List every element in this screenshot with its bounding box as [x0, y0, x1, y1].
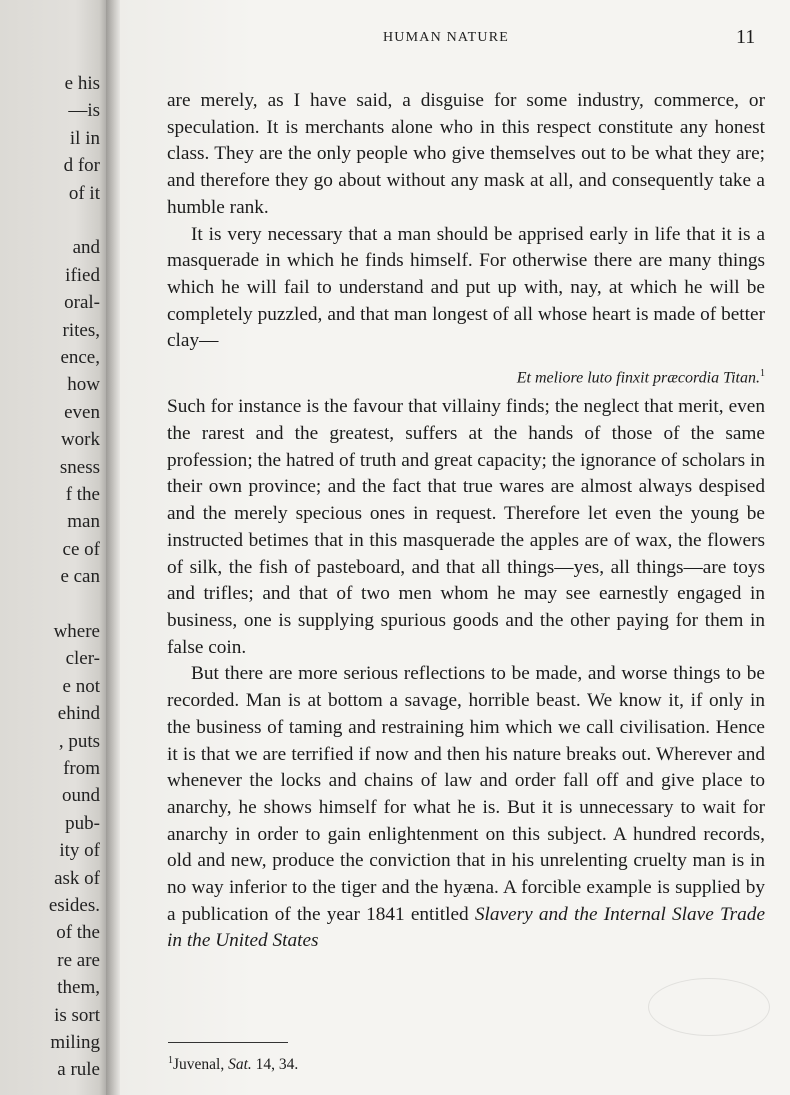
left-page-line: ence,	[60, 347, 100, 368]
left-page-line: d for	[63, 155, 100, 177]
left-page-line: them,	[57, 977, 100, 999]
paragraph-2: It is very necessary that a man should be apprised early in life that it is a masquerade in which he finds himself. For otherwise there are many things which he will fail to understand and put up with, nay, at which he will be completely puzzled, and that man longest of all whose heart is made of better clay—	[167, 223, 765, 352]
epigraph-quote	[167, 355, 765, 394]
left-page-line: rites,	[62, 319, 100, 341]
left-page-line: miling	[50, 1032, 100, 1053]
footnote	[168, 1055, 298, 1074]
paragraph-3: Such for instance is the favour that villainy finds; the neglect that merit, even the rarest and the greatest, suffers at the hands of those of the same profession; the hatred of truth and great capacity; the ignorance of scholars in their own province; and the fact that true wares are almost always despised and the merely specious ones in request. Therefore let even the young be instructed betimes that in this masquerade the apples are of wax, the flowers of silk, the fish of pasteboard, and that all things—yes, all things—are toys and trifles; and that of two men whom he may see earnestly engaged in business, one is supplying spurious goods and the other paying for them in false coin.	[167, 396, 765, 658]
footnote-rule	[168, 1042, 288, 1043]
left-page-line: how	[67, 374, 100, 396]
left-page-line: and	[72, 237, 100, 259]
left-page-line: ified	[65, 264, 100, 286]
paragraph-1: are merely, as I have said, a disguise for some industry, commerce, or speculation. It is merchants alone who in this respect constitute any honest class. They are the only people who give themselves out to be what they are; and therefore they go about without any mask at all, and consequently take a humble rank.	[167, 90, 765, 218]
left-page-line: of it	[68, 182, 100, 204]
footnote-author: Juvenal,	[173, 1056, 229, 1074]
book-title: Slavery and the Internal Slave Trade in the United States	[167, 903, 765, 952]
left-page-line: sness	[59, 456, 100, 478]
footnote-ref: 14, 34.	[251, 1056, 299, 1074]
left-page-line: even	[64, 401, 100, 423]
left-page-line: of the	[56, 922, 100, 944]
left-page-line: where	[53, 621, 100, 642]
left-page-line: f the	[65, 484, 100, 505]
epigraph-text: Et meliore luto finxit præcordia Titan.	[516, 369, 760, 387]
running-head: HUMAN NATURE	[383, 30, 510, 45]
left-page-line: esides.	[48, 895, 100, 916]
watermark-stamp	[648, 978, 770, 1036]
left-page-line: man	[67, 511, 100, 533]
left-page-line: cler-	[65, 648, 100, 670]
left-page-line: a rule	[57, 1059, 100, 1081]
left-page-line: ce of	[62, 538, 100, 560]
left-page-line: ound	[62, 785, 100, 807]
page-number: 11	[736, 26, 756, 48]
left-page-line: is sort	[54, 1004, 100, 1026]
right-page	[120, 0, 790, 1095]
left-page-line: ask of	[54, 867, 100, 889]
left-page-line: , puts	[58, 730, 100, 752]
left-page-edge	[0, 0, 108, 1095]
left-page-line: —is	[68, 100, 100, 122]
left-page-line: e can	[60, 566, 100, 588]
left-page-line: work	[60, 429, 100, 451]
paragraph-4-text: But there are more serious reflections to be made, and worse things to be recorded. Man is at bottom a savage, horrible beast. We know it, if only in the business of taming and restraining him which we call civilisation. Hence it is that we are terrified if now and then his nature breaks out. Wherever and whenever the locks and chains of law and order fall off and give place to anarchy, he shows himself for what he is. But it is unnecessary to wait for anarchy in order to gain enlightenment on this subject. A hundred records, old and new, produce the conviction that in his unrelenting cruelty man is in no way inferior to the tiger and the hyæna. A forcible example is supplied by a publication of the year 1841 entitled	[167, 663, 765, 925]
left-page-line: e not	[62, 675, 100, 697]
footnote-marker: 1	[168, 1055, 173, 1066]
left-page-line: ity of	[59, 840, 100, 862]
paragraph-4	[167, 661, 765, 955]
left-page-line: from	[63, 758, 100, 779]
footnote-work: Sat.	[228, 1056, 252, 1074]
left-page-line: re are	[57, 949, 100, 971]
left-page-line: pub-	[65, 812, 100, 834]
left-page-line: e his	[64, 73, 100, 94]
left-page-line: ehind	[57, 703, 100, 725]
body-text	[167, 88, 765, 955]
left-page-line: oral-	[64, 292, 100, 314]
footnote-reference: 1	[760, 368, 765, 380]
left-page-line: il in	[69, 127, 100, 149]
